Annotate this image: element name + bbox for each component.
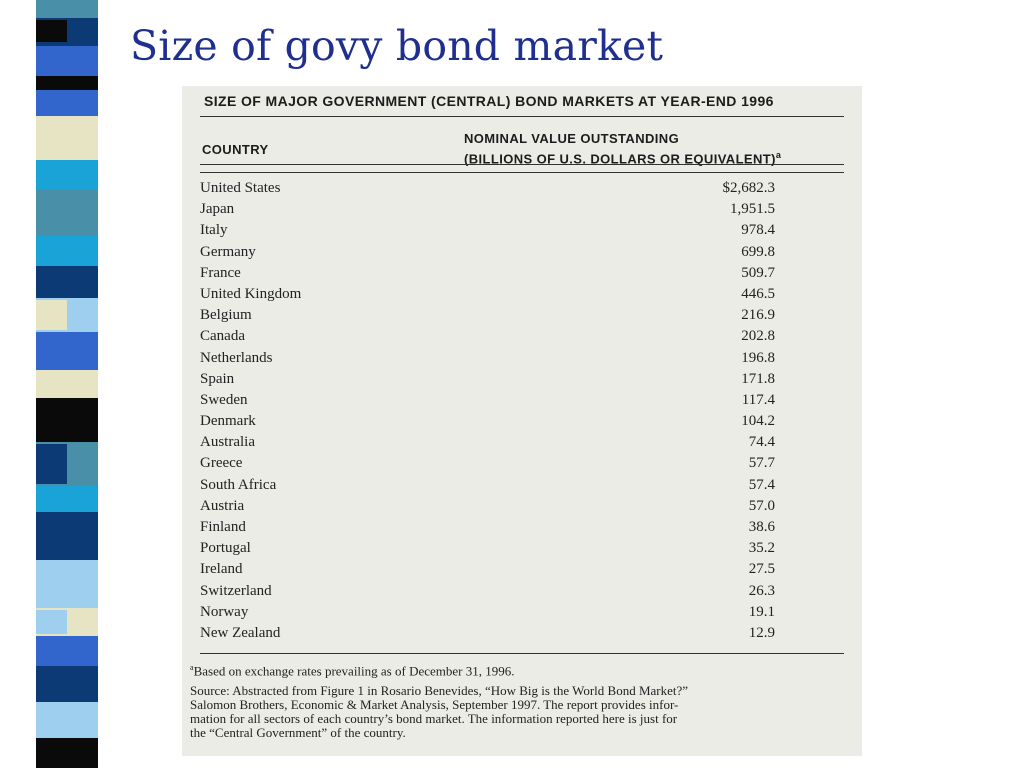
table-row <box>182 178 862 199</box>
country-cell: Australia <box>200 434 255 451</box>
table-row <box>182 263 862 284</box>
footnote-text: Based on exchange rates prevailing as of December 31, 1996. <box>193 663 515 679</box>
value-cell: 74.4 <box>748 434 775 451</box>
value-cell: 699.8 <box>741 243 775 260</box>
country-cell: South Africa <box>200 476 277 493</box>
value-cell: 35.2 <box>748 540 775 557</box>
country-cell: Spain <box>200 370 235 387</box>
country-cell: Belgium <box>200 307 252 324</box>
value-cell: 978.4 <box>741 222 775 239</box>
source-line: Source: Abstracted from Figure 1 in Rosario Benevides, “How Big is the World Bond Market?” <box>190 683 689 699</box>
country-cell: Norway <box>200 603 249 620</box>
strip-segment <box>36 46 98 76</box>
value-cell: 104.2 <box>741 413 775 430</box>
value-cell: 26.3 <box>748 582 775 599</box>
country-cell: Greece <box>200 455 243 472</box>
value-cell: 57.7 <box>748 455 775 472</box>
strip-segment <box>36 370 98 398</box>
value-cell: 38.6 <box>748 519 775 535</box>
strip-accent <box>36 20 67 42</box>
table-row <box>182 369 862 390</box>
value-column-header-line2: (BILLIONS OF U.S. DOLLARS OR EQUIVALENT) <box>464 151 776 167</box>
value-cell: 19.1 <box>748 603 775 620</box>
country-cell: Japan <box>200 201 235 218</box>
table-row <box>182 623 862 644</box>
header-rule-thin <box>200 172 844 173</box>
value-cell: 509.7 <box>741 264 775 281</box>
country-cell: Italy <box>200 222 228 239</box>
strip-segment <box>36 190 98 236</box>
country-cell: Germany <box>200 243 256 260</box>
table-row <box>182 411 862 432</box>
table-row <box>182 199 862 220</box>
table-row <box>182 305 862 326</box>
footnote <box>190 661 850 678</box>
strip-segment <box>36 486 98 512</box>
strip-segment <box>36 666 98 702</box>
strip-segment <box>36 116 98 160</box>
country-cell: New Zealand <box>200 624 281 641</box>
table-row <box>182 559 862 580</box>
table-heading: SIZE OF MAJOR GOVERNMENT (CENTRAL) BOND MARKETS AT YEAR-END 1996 <box>204 93 774 109</box>
value-cell: 446.5 <box>741 285 775 302</box>
strip-segment <box>36 76 98 90</box>
country-cell: Canada <box>200 328 245 345</box>
table-row <box>182 581 862 602</box>
strip-segment <box>36 738 98 768</box>
strip-segment <box>36 512 98 560</box>
country-cell: Denmark <box>200 413 256 430</box>
table-row <box>182 602 862 623</box>
value-cell: 117.4 <box>741 391 775 408</box>
strip-segment <box>36 160 98 190</box>
value-cell: 202.8 <box>741 328 775 345</box>
strip-segment <box>36 266 98 298</box>
table-row <box>182 390 862 411</box>
value-cell: 27.5 <box>748 561 775 578</box>
table-row <box>182 220 862 241</box>
country-cell: Switzerland <box>200 582 272 599</box>
table-row <box>182 284 862 305</box>
table-row <box>182 517 862 538</box>
country-cell: Portugal <box>200 540 251 557</box>
value-cell: 57.0 <box>748 497 775 514</box>
table-row <box>182 242 862 263</box>
strip-segment <box>36 636 98 666</box>
table-row <box>182 538 862 559</box>
value-column-footnote-marker: a <box>775 150 782 160</box>
footer-rule <box>200 653 844 654</box>
value-cell: 1,951.5 <box>730 201 775 218</box>
country-cell: Finland <box>200 519 246 535</box>
value-cell: $2,682.3 <box>722 180 775 196</box>
country-cell: France <box>200 264 241 281</box>
strip-segment <box>36 0 98 18</box>
value-cell: 57.4 <box>748 476 775 493</box>
source-line: Salomon Brothers, Economic & Market Analysis, September 1997. The report provides infor- <box>190 697 679 713</box>
value-cell: 216.9 <box>741 307 775 324</box>
scanned-table-image <box>182 86 862 756</box>
country-column-header: COUNTRY <box>202 142 269 157</box>
strip-accent <box>36 444 67 484</box>
strip-segment <box>36 90 98 116</box>
strip-accent <box>36 300 67 330</box>
table-notes <box>190 661 850 740</box>
strip-segment <box>36 236 98 266</box>
country-cell: Netherlands <box>200 349 273 366</box>
footnote-marker: a <box>190 663 194 672</box>
source-note <box>190 684 850 740</box>
header-rule <box>200 164 844 165</box>
country-cell: United States <box>200 180 281 196</box>
value-column-header-line1: NOMINAL VALUE OUTSTANDING <box>464 131 680 146</box>
heading-rule <box>200 116 844 117</box>
value-cell: 12.9 <box>748 624 775 641</box>
table-row <box>182 348 862 369</box>
table-body <box>182 178 862 644</box>
country-cell: Austria <box>200 497 245 514</box>
table-row <box>182 432 862 453</box>
table-row <box>182 453 862 474</box>
country-cell: United Kingdom <box>200 285 302 302</box>
strip-segment <box>36 702 98 738</box>
country-cell: Ireland <box>200 561 243 578</box>
strip-segment <box>36 332 98 370</box>
strip-segment <box>36 560 98 608</box>
table-row <box>182 326 862 347</box>
value-column-header <box>464 131 781 167</box>
country-cell: Sweden <box>200 391 248 408</box>
decorative-strip <box>36 0 98 768</box>
value-cell: 171.8 <box>741 370 775 387</box>
source-line: mation for all sectors of each country’s bond market. The information reported here is just for <box>190 711 678 727</box>
source-line: the “Central Government” of the country. <box>190 725 406 741</box>
strip-accent <box>36 610 67 634</box>
strip-segment <box>36 398 98 442</box>
value-cell: 196.8 <box>741 349 775 366</box>
table-row <box>182 496 862 517</box>
table-row <box>182 475 862 496</box>
slide-title: Size of govy bond market <box>130 22 664 70</box>
